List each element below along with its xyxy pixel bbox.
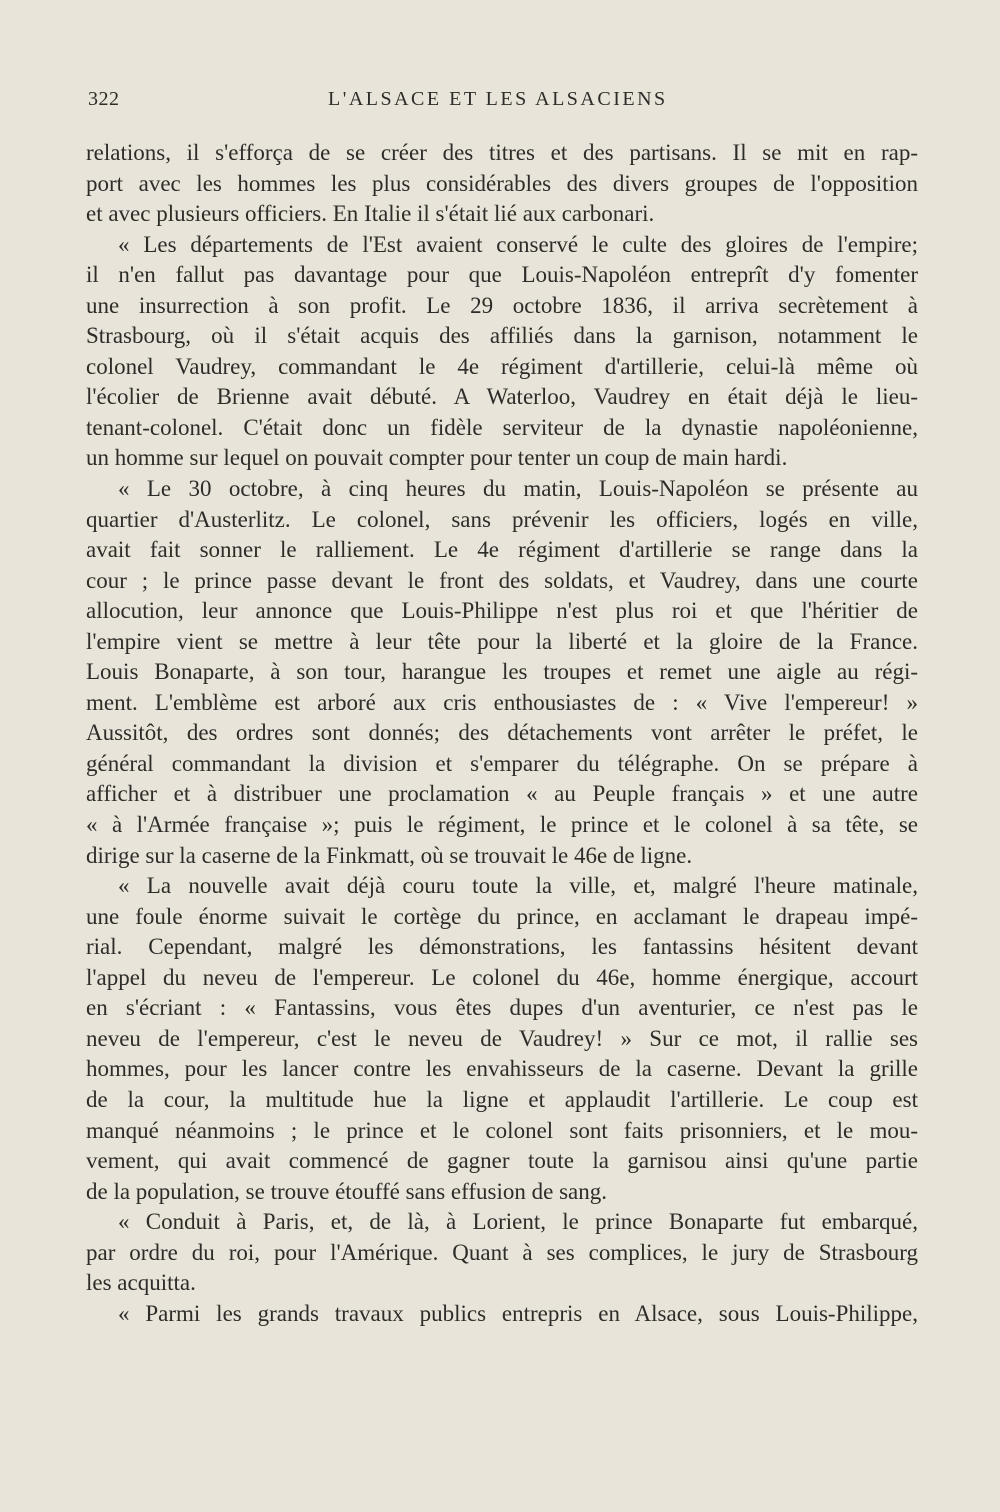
text-line: Aussitôt, des ordres sont donnés; des détachements vont arrêter le préfet, le	[86, 720, 918, 746]
text-line: de la cour, la multitude hue la ligne et applaudit l'artillerie. Le coup est	[86, 1086, 918, 1112]
text-line: l'écolier de Brienne avait débuté. A Waterloo, Vaudrey en était déjà le lieu-	[86, 384, 918, 410]
text-line: il n'en fallut pas davantage pour que Louis-Napoléon entreprît d'y fomenter	[86, 262, 918, 288]
text-line: « à l'Armée française »; puis le régiment, le prince et le colonel à sa tête, se	[86, 812, 918, 838]
text-line: Louis Bonaparte, à son tour, harangue les troupes et remet une aigle au régi-	[86, 659, 918, 685]
text-line: dirige sur la caserne de la Finkmatt, où se trouvait le 46e de ligne.	[86, 842, 693, 868]
body-text	[86, 138, 918, 1329]
text-line: vement, qui avait commencé de gagner toute la garnisou ainsi qu'une partie	[86, 1148, 918, 1174]
text-line: général commandant la division et s'emparer du télégraphe. On se prépare à	[86, 750, 918, 776]
text-line: « La nouvelle avait déjà couru toute la ville, et, malgré l'heure matinale,	[118, 873, 918, 899]
text-line: et avec plusieurs officiers. En Italie il s'était lié aux carbonari.	[86, 201, 655, 227]
text-line: manqué néanmoins ; le prince et le colonel sont faits prisonniers, et le mou-	[86, 1117, 918, 1143]
text-line: tenant-colonel. C'était donc un fidèle serviteur de la dynastie napoléonienne,	[86, 414, 918, 440]
text-line: par ordre du roi, pour l'Amérique. Quant à ses complices, le jury de Strasbourg	[86, 1239, 918, 1265]
page-number: 322	[88, 88, 120, 110]
text-line: un homme sur lequel on pouvait compter pour tenter un coup de main hardi.	[86, 445, 788, 471]
text-line: « Le 30 octobre, à cinq heures du matin, Louis-Napoléon se présente au	[118, 476, 918, 502]
text-line: relations, il s'efforça de se créer des titres et des partisans. Il se mit en rap-	[86, 140, 918, 165]
text-line: une insurrection à son profit. Le 29 octobre 1836, il arriva secrètement à	[86, 292, 918, 318]
text-line: en s'écriant : « Fantassins, vous êtes dupes d'un aventurier, ce n'est pas le	[86, 995, 918, 1021]
page-header	[88, 88, 918, 118]
text-line: afficher et à distribuer une proclamation « au Peuple français » et une autre	[86, 781, 918, 807]
text-line: hommes, pour les lancer contre les envahisseurs de la caserne. Devant la grille	[86, 1056, 918, 1082]
text-line: neveu de l'empereur, c'est le neveu de Vaudrey! » Sur ce mot, il rallie ses	[86, 1025, 918, 1051]
text-line: les acquitta.	[86, 1270, 196, 1296]
text-line: rial. Cependant, malgré les démonstrations, les fantassins hésitent devant	[86, 934, 918, 960]
text-line: avait fait sonner le ralliement. Le 4e régiment d'artillerie se range dans la	[86, 537, 918, 563]
text-line: colonel Vaudrey, commandant le 4e régiment d'artillerie, celui-là même où	[86, 353, 918, 379]
text-line: « Conduit à Paris, et, de là, à Lorient, le prince Bonaparte fut embarqué,	[118, 1209, 918, 1235]
running-title: L'ALSACE ET LES ALSACIENS	[328, 88, 668, 110]
text-line: Strasbourg, où il s'était acquis des affiliés dans la garnison, notamment le	[86, 323, 918, 349]
text-line: quartier d'Austerlitz. Le colonel, sans prévenir les officiers, logés en ville,	[86, 506, 918, 532]
text-line: « Parmi les grands travaux publics entrepris en Alsace, sous Louis-Philippe,	[118, 1300, 918, 1326]
text-line: cour ; le prince passe devant le front des soldats, et Vaudrey, dans une courte	[86, 567, 918, 593]
text-line: de la population, se trouve étouffé sans effusion de sang.	[86, 1178, 607, 1204]
text-line: ment. L'emblème est arboré aux cris enthousiastes de : « Vive l'empereur! »	[86, 689, 918, 715]
text-line: l'appel du neveu de l'empereur. Le colonel du 46e, homme énergique, accourt	[86, 964, 918, 990]
text-line: l'empire vient se mettre à leur tête pour la liberté et la gloire de la France.	[86, 628, 918, 654]
text-line: « Les départements de l'Est avaient conservé le culte des gloires de l'empire;	[118, 231, 918, 257]
text-line: une foule énorme suivait le cortège du prince, en acclamant le drapeau impé-	[86, 903, 918, 929]
text-line: port avec les hommes les plus considérables des divers groupes de l'opposition	[86, 170, 918, 196]
text-line: allocution, leur annonce que Louis-Philippe n'est plus roi et que l'héritier de	[86, 598, 918, 624]
